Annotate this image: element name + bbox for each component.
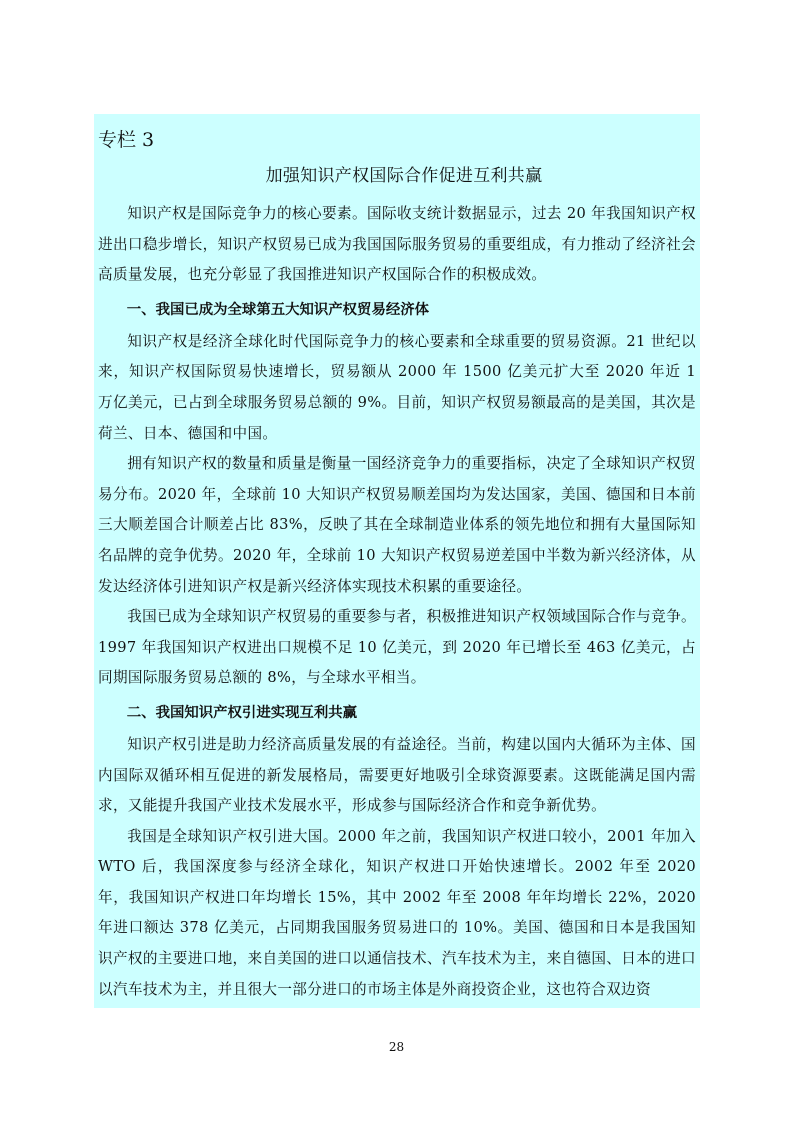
page-number: 28: [388, 1040, 405, 1054]
section-2-paragraph-2: 我国是全球知识产权引进大国。2000 年之前，我国知识产权进口较小，2001 年加入 WTO 后，我国深度参与经济全球化，知识产权进口开始快速增长。2002 年至 2020 年，我国知识产权进口年均增长 15%，其中 2002 年至 2008 年年均增长 22%，2020 年进口额达 378 亿美元，占同期我国服务贸易进口的 10%。美国、德国和日本是我国知识产权的主要进口地，来自美国的进口以通信技术、汽车技术为主，来自德国、日本的进口以汽车技术为主，并且很大一部分进口的市场主体是外商投资企业，这也符合双边资: [98, 827, 696, 998]
column-box: [94, 114, 700, 1008]
section-heading-1: 一、我国已成为全球第五大知识产权贸易经济体: [126, 301, 430, 318]
box-title: 加强知识产权国际合作促进互利共赢: [265, 166, 543, 186]
section-1-paragraph-1: 知识产权是经济全球化时代国际竞争力的核心要素和全球重要的贸易资源。21 世纪以来，知识产权国际贸易快速增长，贸易额从 2000 年 1500 亿美元扩大至 2020 年近 1 万亿美元，已占到全球服务贸易总额的 9%。目前，知识产权贸易额最高的是美国，其次是荷兰、日本、德国和中国。: [98, 332, 696, 442]
section-heading-2: 二、我国知识产权引进实现互利共赢: [126, 704, 358, 721]
intro-paragraph: 知识产权是国际竞争力的核心要素。国际收支统计数据显示，过去 20 年我国知识产权进出口稳步增长，知识产权贸易已成为我国国际服务贸易的重要组成，有力推动了经济社会高质量发展，也充分彰显了我国推进知识产权国际合作的积极成效。: [98, 205, 696, 284]
column-label: 专栏 3: [98, 129, 155, 151]
section-1-paragraph-3: 我国已成为全球知识产权贸易的重要参与者，积极推进知识产权领域国际合作与竞争。1997 年我国知识产权进出口规模不足 10 亿美元，到 2020 年已增长至 463 亿美元，占同期国际服务贸易总额的 8%，与全球水平相当。: [98, 608, 696, 687]
section-1-paragraph-2: 拥有知识产权的数量和质量是衡量一国经济竞争力的重要指标，决定了全球知识产权贸易分布。2020 年，全球前 10 大知识产权贸易顺差国均为发达国家，美国、德国和日本前三大顺差国合计顺差占比 83%，反映了其在全球制造业体系的领先地位和拥有大量国际知名品牌的竞争优势。2020 年，全球前 10 大知识产权贸易逆差国中半数为新兴经济体，从发达经济体引进知识产权是新兴经济体实现技术积累的重要途径。: [98, 455, 696, 595]
section-2-paragraph-1: 知识产权引进是助力经济高质量发展的有益途径。当前，构建以国内大循环为主体、国内国际双循环相互促进的新发展格局，需要更好地吸引全球资源要素。这既能满足国内需求，又能提升我国产业技术发展水平，形成参与国际经济合作和竞争新优势。: [98, 735, 696, 815]
